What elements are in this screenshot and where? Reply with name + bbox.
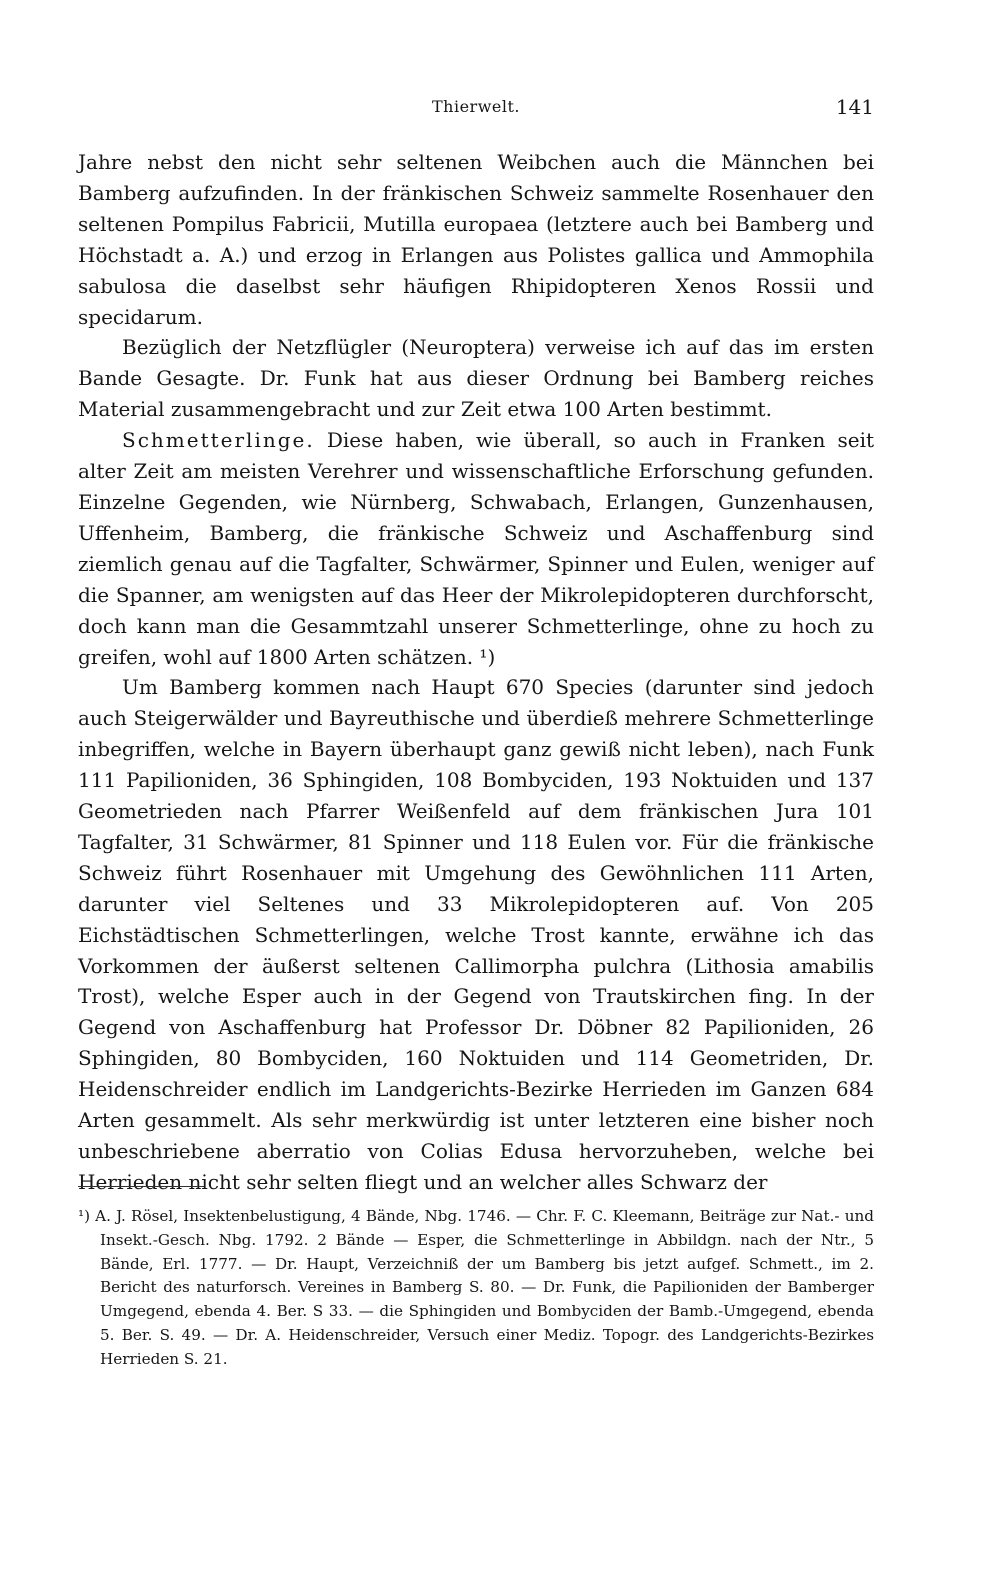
page-number: 141 bbox=[835, 95, 874, 119]
paragraph-3-text: Diese haben, wie überall, so auch in Franken seit alter Zeit am meisten Verehrer und wissenschaftliche Erforschung gefunden. Einzelne Gegenden, wie Nürnberg, Schwabach, Erlangen, Gunzenhausen, Uffenheim, Bamberg, die fränkische Schweiz und Aschaffenburg sind ziemlich genau auf die Tagfalter, Schwärmer, Spinner und Eulen, weniger auf die Spanner, am wenigsten auf das Heer der Mikrolepidopteren durchforscht, doch kann man die Gesammtzahl unserer Schmetterlinge, ohne zu hoch zu greifen, wohl auf 1800 Arten schätzen. ¹) bbox=[78, 428, 875, 669]
paragraph-2: Bezüglich der Netzflügler (Neuroptera) verweise ich auf das im ersten Bande Gesagte. Dr. Funk hat aus dieser Ordnung bei Bamberg reiches Material zusammengebracht und zur Zeit etwa 100 Arten bestimmt. bbox=[78, 335, 874, 422]
body-text bbox=[78, 147, 874, 1198]
section-heading-schmetterlinge: Schmetterlinge. bbox=[122, 428, 315, 453]
paragraph-1: Jahre nebst den nicht sehr seltenen Weibchen auch die Männchen bei Bamberg aufzufinden. In der fränkischen Schweiz sammelte Rosenhauer den seltenen Pompilus Fabricii, Mutilla europaea (letztere auch bei Bamberg und Höchstadt a. A.) und erzog in Erlangen aus Polistes gallica und Ammophila sabulosa die daselbst sehr häufigen Rhipidopteren Xenos Rossii und specidarum. bbox=[78, 150, 874, 329]
footnote-1: ¹) A. J. Rösel, Insektenbelustigung, 4 Bände, Nbg. 1746. — Chr. F. C. Kleemann, Beiträge zur Nat.- und Insekt.-Gesch. Nbg. 1792. 2 Bände — Esper, die Schmetterlinge in Abbildgn. nach der Ntr., 5 Bände, Erl. 1777. — Dr. Haupt, Verzeichniß der um Bamberg bis jetzt aufgef. Schmett., im 2. Bericht des naturforsch. Vereines in Bamberg S. 80. — Dr. Funk, die Papilioniden der Bamberger Umgegend, ebenda 4. Ber. S 33. — die Sphingiden und Bombyciden der Bamb.-Umgegend, ebenda 5. Ber. S. 49. — Dr. A. Heidenschreider, Versuch einer Mediz. Topogr. des Landgerichts-Bezirkes Herrieden S. 21. bbox=[78, 1207, 874, 1368]
paragraph-4: Um Bamberg kommen nach Haupt 670 Species (darunter sind jedoch auch Steigerwälder und Bayreuthische und überdieß mehrere Schmetterlinge inbegriffen, welche in Bayern überhaupt ganz gewiß nicht leben), nach Funk 111 Papilioniden, 36 Sphingiden, 108 Bombyciden, 193 Noktuiden und 137 Geometrieden nach Pfarrer Weißenfeld auf dem fränkischen Jura 101 Tagfalter, 31 Schwärmer, 81 Spinner und 118 Eulen vor. Für die fränkische Schweiz führt Rosenhauer mit Umgehung des Gewöhnlichen 111 Arten, darunter viel Seltenes und 33 Mikrolepidopteren auf. Von 205 Eichstädtischen Schmetterlingen, welche Trost kannte, erwähne ich das Vorkommen der äußerst seltenen Callimorpha pulchra (Lithosia amabilis Trost), welche Esper auch in der Gegend von Trautskirchen fing. In der Gegend von Aschaffenburg hat Professor Dr. Döbner 82 Papilioniden, 26 Sphingiden, 80 Bombyciden, 160 Noktuiden und 114 Geometriden, Dr. Heidenschreider endlich im Landgerichts-Bezirke Herrieden im Ganzen 684 Arten gesammelt. Als sehr merkwürdig ist unter letzteren eine bisher noch unbeschriebene aberratio von Colias Edusa hervorzuheben, welche bei Herrieden nicht sehr selten fliegt und an welcher alles Schwarz der bbox=[78, 675, 874, 1194]
footnote-divider bbox=[78, 1186, 204, 1187]
paragraph-3 bbox=[78, 425, 874, 672]
page-header bbox=[78, 95, 874, 125]
running-title: Thierwelt. bbox=[431, 97, 520, 116]
footnotes bbox=[78, 1205, 874, 1372]
